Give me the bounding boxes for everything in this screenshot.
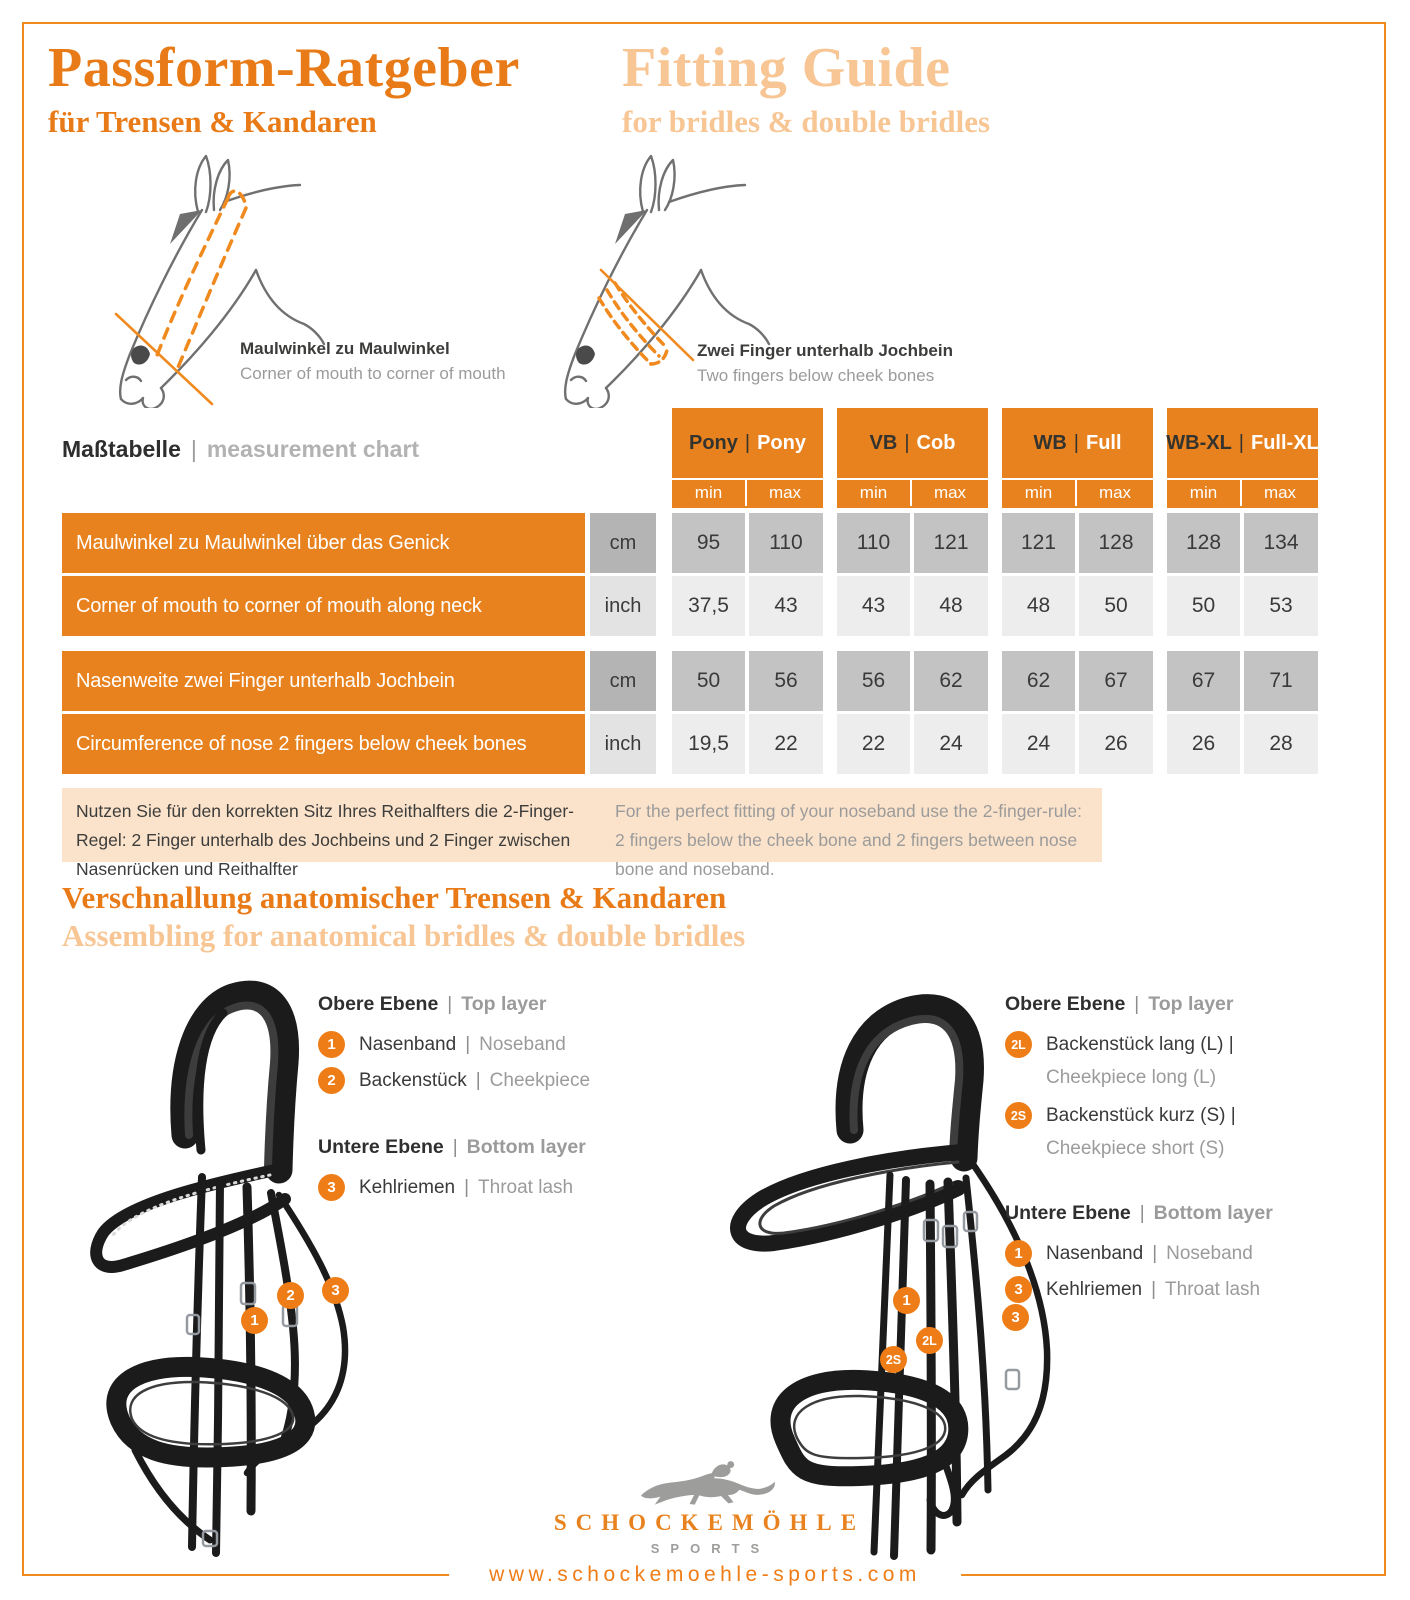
legend-item: 3 Kehlriemen | Throat lash — [318, 1174, 598, 1201]
figure-badge-2: 2 — [277, 1282, 304, 1309]
assembly-title-english: Assembling for anatomical bridles & double bridles — [62, 918, 746, 953]
table-heading-separator: | — [190, 436, 197, 462]
legend-heading: Obere Ebene | Top layer — [1005, 993, 1234, 1015]
subheader-max: max — [910, 480, 988, 506]
figure-badge-1: 1 — [893, 1287, 920, 1314]
value-cell: 110 — [749, 513, 823, 573]
size-group-label: VB | Cob — [837, 408, 988, 480]
figure-badge-2L: 2L — [916, 1327, 943, 1354]
size-group-header — [1002, 408, 1153, 508]
value-cell: 26 — [1167, 714, 1240, 774]
legend-item: 2S Backenstück kurz (S) | — [1005, 1102, 1315, 1129]
row-unit: cm — [590, 651, 656, 711]
measure-row — [62, 714, 1320, 774]
figure-badge-3: 3 — [322, 1277, 349, 1304]
legend-item-english: Cheekpiece long (L) — [1046, 1067, 1217, 1088]
row-unit: cm — [590, 513, 656, 573]
measurement-table — [62, 408, 1320, 776]
horse-rider-logo-icon — [630, 1460, 780, 1508]
value-cell: 22 — [749, 714, 823, 774]
legend-item-english: Cheekpiece short (S) — [1046, 1138, 1225, 1159]
subheader-min: min — [1189, 483, 1218, 502]
legend-right — [1005, 993, 1315, 1312]
page-subtitle-english: for bridles & double bridles — [622, 104, 991, 139]
row-label: Nasenweite zwei Finger unterhalb Jochbein — [62, 651, 585, 711]
legend-heading: Obere Ebene | Top layer — [318, 993, 547, 1015]
table-heading-english: measurement chart — [206, 436, 420, 462]
page-title-english: Fitting Guide — [622, 37, 951, 99]
row-label: Corner of mouth to corner of mouth along neck — [62, 576, 585, 636]
size-group-header — [672, 408, 823, 508]
figure-badge-2S: 2S — [880, 1346, 907, 1373]
value-cell: 62 — [1002, 651, 1075, 711]
value-cell: 62 — [914, 651, 988, 711]
legend-badge: 2L — [1005, 1031, 1032, 1058]
legend-section — [1005, 1202, 1315, 1303]
subheader-min: min — [859, 483, 888, 502]
brand-sub-name: SPORTS — [650, 1541, 771, 1556]
legend-badge: 2S — [1005, 1102, 1032, 1129]
legend-item: 3 Kehlriemen | Throat lash — [1005, 1276, 1315, 1303]
subheader-min: min — [694, 483, 723, 502]
size-group-label: Pony | Pony — [672, 408, 823, 480]
horse-eye — [131, 346, 150, 365]
value-cell: 53 — [1244, 576, 1318, 636]
value-cell: 37,5 — [672, 576, 745, 636]
value-cell: 24 — [1002, 714, 1075, 774]
legend-heading: Untere Ebene | Bottom layer — [318, 1136, 586, 1158]
fitting-note — [62, 788, 1102, 879]
legend-section — [318, 1136, 598, 1201]
size-group-header — [837, 408, 988, 508]
figure1-caption-english: Corner of mouth to corner of mouth — [240, 364, 506, 383]
legend-section — [318, 993, 598, 1094]
value-cell: 26 — [1079, 714, 1153, 774]
value-cell: 67 — [1079, 651, 1153, 711]
horse-eye — [576, 346, 595, 365]
assembly-title-german: Verschnallung anatomischer Trensen & Kandaren — [62, 880, 727, 915]
value-cell: 24 — [914, 714, 988, 774]
value-cell: 50 — [1167, 576, 1240, 636]
figure-badge-1: 1 — [241, 1307, 268, 1334]
table-heading — [62, 436, 419, 463]
value-cell: 50 — [1079, 576, 1153, 636]
measure-row — [62, 651, 1320, 711]
figure1-caption-german: Maulwinkel zu Maulwinkel — [240, 339, 450, 358]
note-text-german: Nutzen Sie für den korrekten Sitz Ihres Reithalfters die 2-Finger-Regel: 2 Finger unterhalb des Jochbeins und 2 Finger zwischen Nasenrücken und Reithalfter — [76, 801, 574, 879]
note-text-english: For the perfect fitting of your noseband use the 2-finger-rule: 2 fingers below the cheek bone and 2 fingers between nose bone and noseband. — [615, 801, 1082, 879]
legend-badge: 1 — [318, 1031, 345, 1058]
value-cell: 43 — [749, 576, 823, 636]
value-cell: 56 — [749, 651, 823, 711]
legend-badge: 3 — [318, 1174, 345, 1201]
size-group-label: WB | Full — [1002, 408, 1153, 480]
subheader-max: max — [1075, 480, 1153, 506]
nose-measure-line — [599, 270, 693, 364]
value-cell: 48 — [914, 576, 988, 636]
row-unit: inch — [590, 576, 656, 636]
legend-item: 2L Backenstück lang (L) | — [1005, 1031, 1315, 1058]
subheader-max: max — [745, 480, 823, 506]
value-cell: 50 — [672, 651, 745, 711]
row-label: Maulwinkel zu Maulwinkel über das Genick — [62, 513, 585, 573]
value-cell: 56 — [837, 651, 910, 711]
size-group-label: WB-XL | Full-XL — [1167, 408, 1318, 480]
brand-name: SCHOCKEMÖHLE — [553, 1510, 866, 1535]
value-cell: 48 — [1002, 576, 1075, 636]
measure-row — [62, 513, 1320, 573]
value-cell: 19,5 — [672, 714, 745, 774]
brand-logo — [540, 1460, 870, 1556]
website-url[interactable]: www.schockemoehle-sports.com — [449, 1561, 961, 1589]
value-cell: 128 — [1079, 513, 1153, 573]
row-label: Circumference of nose 2 fingers below cheek bones — [62, 714, 585, 774]
value-cell: 67 — [1167, 651, 1240, 711]
legend-item: 1 Nasenband | Noseband — [318, 1031, 598, 1058]
value-cell: 28 — [1244, 714, 1318, 774]
subheader-max: max — [1240, 480, 1318, 506]
legend-badge: 3 — [1005, 1276, 1032, 1303]
page-title-german: Passform-Ratgeber — [48, 37, 520, 99]
subheader-min: min — [1024, 483, 1053, 502]
horse-measure-figure-poll — [110, 152, 590, 408]
value-cell: 121 — [1002, 513, 1075, 573]
figure2-caption-german: Zwei Finger unterhalb Jochbein — [697, 341, 953, 360]
value-cell: 71 — [1244, 651, 1318, 711]
value-cell: 95 — [672, 513, 745, 573]
value-cell: 134 — [1244, 513, 1318, 573]
figure-badge-3: 3 — [1002, 1304, 1029, 1331]
value-cell: 110 — [837, 513, 910, 573]
legend-badge: 2 — [318, 1067, 345, 1094]
figure2-caption-english: Two fingers below cheek bones — [697, 366, 935, 385]
table-heading-german: Maßtabelle — [62, 436, 181, 462]
legend-section — [1005, 993, 1315, 1160]
legend-heading: Untere Ebene | Bottom layer — [1005, 1202, 1273, 1224]
row-unit: inch — [590, 714, 656, 774]
legend-item: 2 Backenstück | Cheekpiece — [318, 1067, 598, 1094]
legend-badge: 1 — [1005, 1240, 1032, 1267]
value-cell: 22 — [837, 714, 910, 774]
page-subtitle-german: für Trensen & Kandaren — [48, 104, 377, 139]
value-cell: 43 — [837, 576, 910, 636]
value-cell: 128 — [1167, 513, 1240, 573]
legend-left — [318, 993, 598, 1210]
value-cell: 121 — [914, 513, 988, 573]
legend-item: 1 Nasenband | Noseband — [1005, 1240, 1315, 1267]
measure-row — [62, 576, 1320, 636]
horse-measure-figure-nose — [555, 152, 1035, 408]
size-group-header — [1167, 408, 1318, 508]
